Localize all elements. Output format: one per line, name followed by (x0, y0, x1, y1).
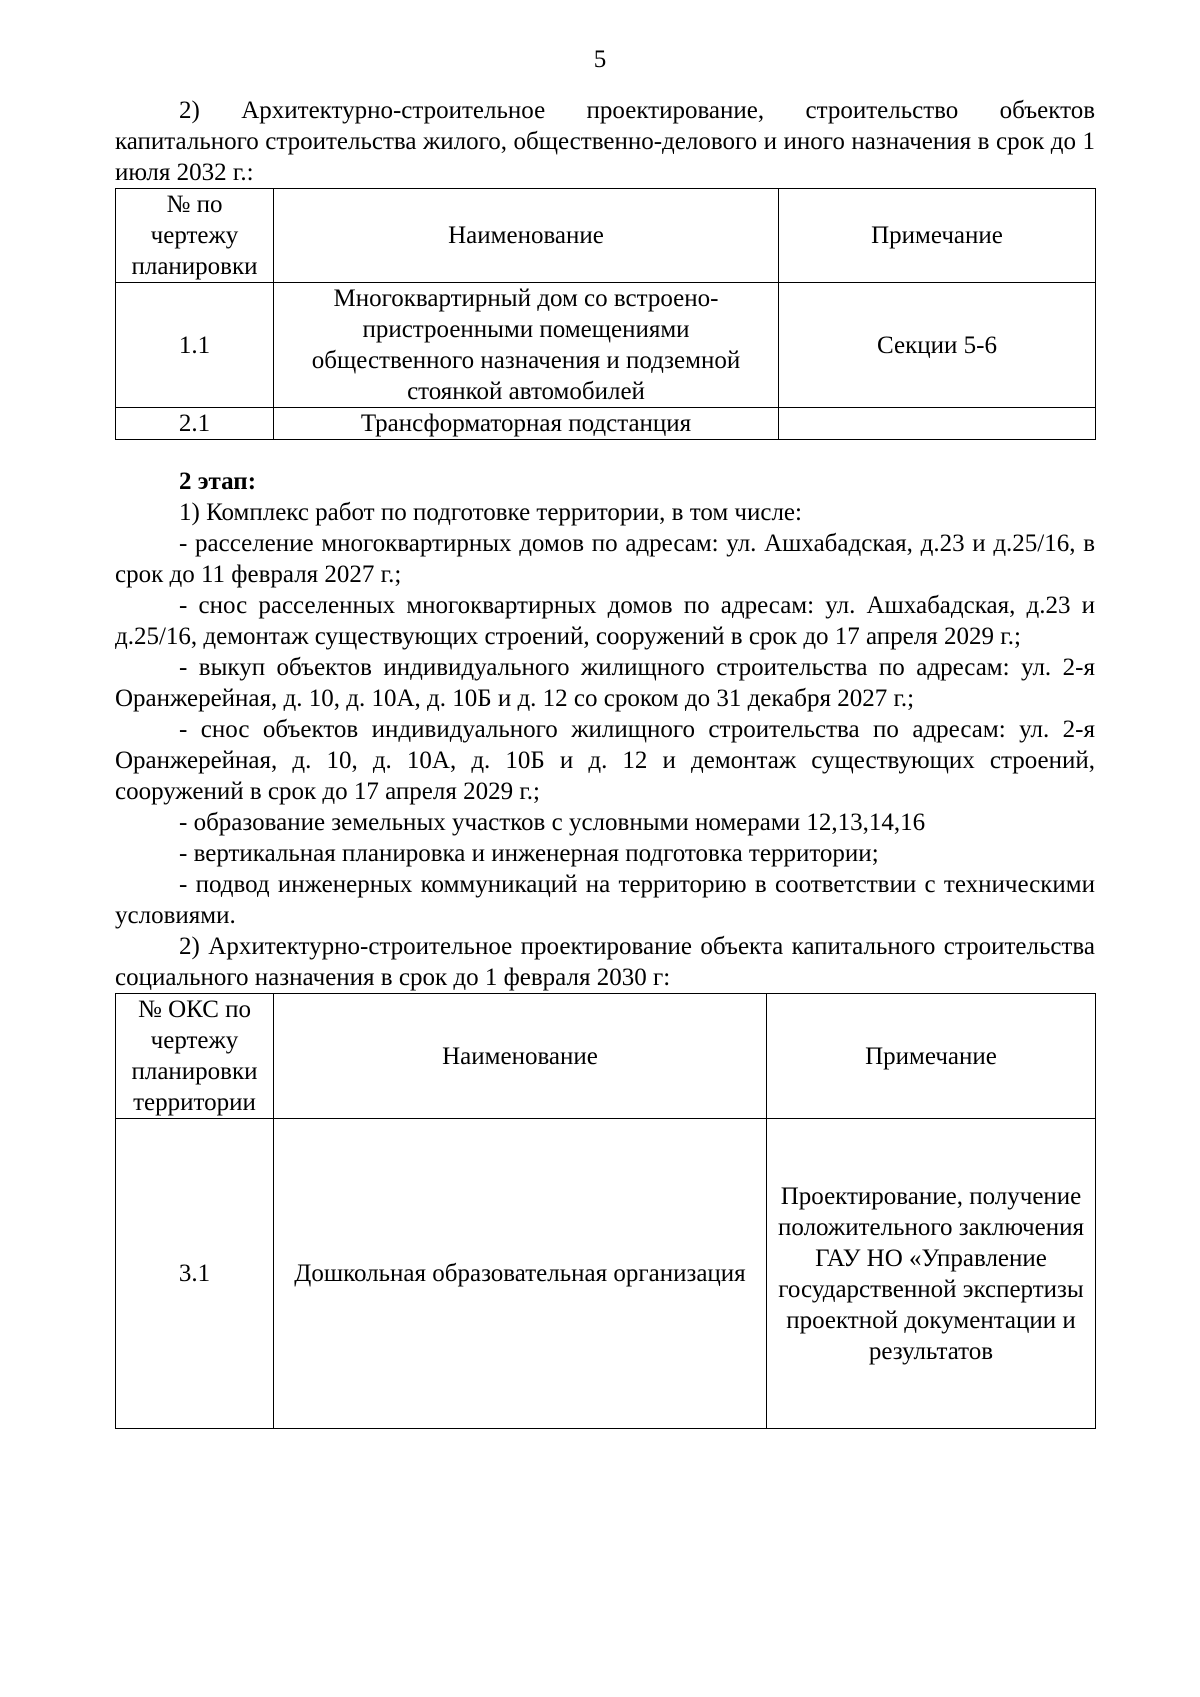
table-row (116, 408, 1096, 440)
header-name: Наименование (274, 994, 767, 1119)
row-name: Трансформаторная подстанция (274, 408, 779, 440)
header-note: Примечание (779, 189, 1096, 283)
table-row (116, 283, 1096, 408)
stage2-heading: 2 этап: (179, 468, 257, 495)
row-name: Многоквартирный дом со встроено-пристроенными помещениями общественного назначения и подземной стоянкой автомобилей (274, 283, 779, 408)
page-number: 5 (593, 46, 607, 73)
table-row (116, 1119, 1096, 1429)
social-object-table (115, 993, 1096, 1429)
list-item: - образование земельных участков с условными номерами 12,13,14,16 (179, 809, 926, 836)
list-item: - снос расселенных многоквартирных домов по адресам: ул. Ашхабадская, д.23 и д.25/16, демонтаж существующих строений, сооружений в срок до 17 апреля 2029 г.; (115, 592, 1095, 650)
document-body (115, 95, 1095, 1429)
row-number: 2.1 (116, 408, 274, 440)
table-header-row (116, 994, 1096, 1119)
list-item: - подвод инженерных коммуникаций на территорию в соответствии с техническими условиями. (115, 871, 1095, 929)
construction-table (115, 188, 1096, 440)
header-number: № ОКС по чертежу планировки территории (116, 994, 274, 1119)
header-name: Наименование (274, 189, 779, 283)
stage2-item2: 2) Архитектурно-строительное проектирование объекта капитального строительства социального назначения в срок до 1 февраля 2030 г: (115, 933, 1095, 991)
list-item: - выкуп объектов индивидуального жилищного строительства по адресам: ул. 2-я Оранжерейная, д. 10, д. 10А, д. 10Б и д. 12 со сроком до 31 декабря 2027 г.; (115, 654, 1095, 712)
list-item: - расселение многоквартирных домов по адресам: ул. Ашхабадская, д.23 и д.25/16, в срок до 11 февраля 2027 г.; (115, 530, 1095, 588)
header-note: Примечание (767, 994, 1096, 1119)
list-item: - вертикальная планировка и инженерная подготовка территории; (179, 840, 879, 867)
header-number: № по чертежу планировки (116, 189, 274, 283)
row-note (779, 408, 1096, 440)
section1-item2: 2) Архитектурно-строительное проектирование, строительство объектов капитального строительства жилого, общественно-делового и иного назначения в срок до 1 июля 2032 г.: (115, 97, 1095, 186)
row-number: 3.1 (116, 1119, 274, 1429)
list-item: - снос объектов индивидуального жилищного строительства по адресам: ул. 2-я Оранжерейная, д. 10, д. 10А, д. 10Б и д. 12 и демонтаж существующих строений, сооружений в срок до 17 апреля 2029 г.; (115, 716, 1095, 805)
row-name: Дошкольная образовательная организация (274, 1119, 767, 1429)
row-note: Проектирование, получение положительного заключения ГАУ НО «Управление государственной экспертизы проектной документации и результатов (767, 1119, 1096, 1429)
row-note: Секции 5-6 (779, 283, 1096, 408)
stage2-item1: 1) Комплекс работ по подготовке территории, в том числе: (179, 499, 802, 526)
row-number: 1.1 (116, 283, 274, 408)
table-header-row (116, 189, 1096, 283)
